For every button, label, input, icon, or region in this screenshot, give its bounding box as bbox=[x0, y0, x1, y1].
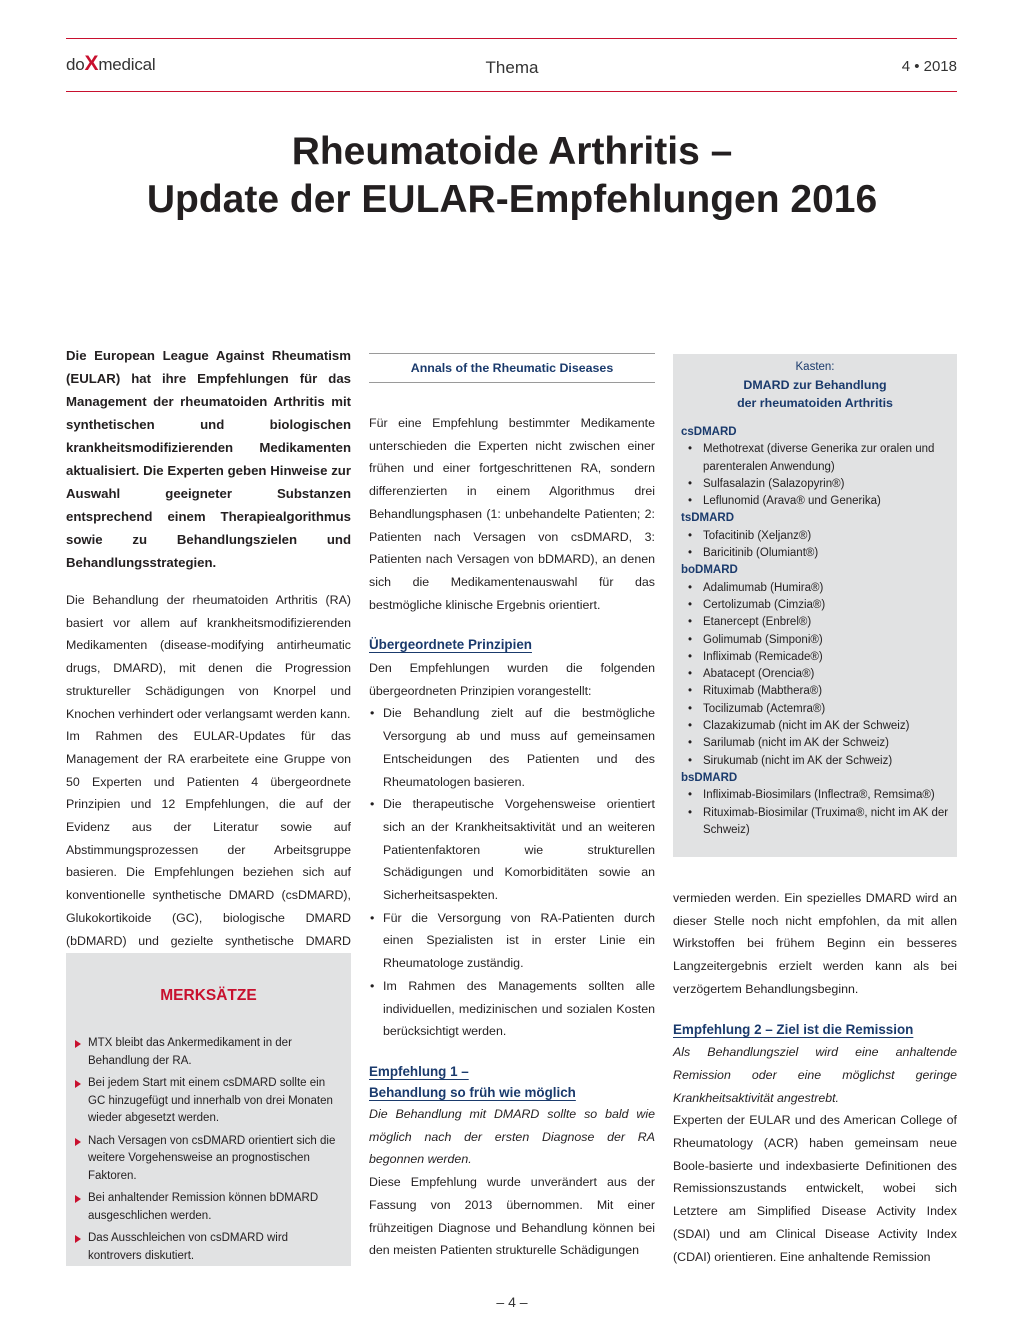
kasten-box bbox=[673, 354, 957, 857]
merksaetze-list bbox=[66, 1023, 351, 1265]
list-item: MTX bleibt das Ankermedikament in der Behandlung der RA. bbox=[74, 1035, 339, 1070]
list-item: • Tofacitinib (Xeljanz®) bbox=[681, 528, 949, 545]
body-paragraph: Für eine Empfehlung bestimmter Medikamente unterschieden die Experten nicht zwischen einer frühen und einer fortgeschrittenen RA, sondern differenzierten in einem Algorithmus drei Behandlungsphasen (1: unbehandelte Patienten; 2: Patienten nach Versagen von csDMARD, 3: Patienten nach Versagen von bDMARD), an denen sich die Medikamentenauswahl für das bestmögliche klinische Ergebnis orientiert. bbox=[369, 416, 655, 612]
principles-list bbox=[369, 702, 655, 1043]
kasten-section-title: csDMARD bbox=[681, 426, 737, 438]
kasten-content bbox=[673, 412, 957, 839]
list-item: • Etanercept (Enbrel®) bbox=[681, 614, 949, 631]
list-item: • Die therapeutische Vorgehensweise orientiert sich an der Krankheitsaktivität und an weiteren Patientenfaktoren wie strukturellen Schädigungen und Komorbiditäten sowie an Sicherheitsaspekten. bbox=[369, 793, 655, 907]
source-label: Annals of the Rheumatic Diseases bbox=[369, 353, 655, 383]
kasten-list bbox=[681, 580, 949, 770]
issue-number: 4 • 2018 bbox=[901, 58, 957, 75]
header-rule-top bbox=[66, 38, 957, 39]
list-item: • Infliximab (Remicade®) bbox=[681, 649, 949, 666]
list-item: • Certolizumab (Cimzia®) bbox=[681, 597, 949, 614]
header-rule-bottom bbox=[66, 91, 957, 92]
page-number: – 4 – bbox=[496, 1294, 528, 1310]
recommendation-text: Die Behandlung mit DMARD sollte so bald wie möglich nach der ersten Diagnose der RA begonnen werden. bbox=[369, 1106, 655, 1167]
list-item: • Tocilizumab (Actemra®) bbox=[681, 701, 949, 718]
kasten-header: Kasten: DMARD zur Behandlung der rheumatoiden Arthritis bbox=[737, 361, 893, 410]
list-item: Das Ausschleichen von csDMARD wird kontrovers diskutiert. bbox=[74, 1230, 339, 1265]
merksaetze-box bbox=[66, 953, 351, 1266]
doxmedical-logo: doXmedical bbox=[66, 52, 156, 75]
list-item: • Für die Versorgung von RA-Patienten durch einen Spezialisten ist in erster Linie ein Rheumatologe zuständig. bbox=[369, 907, 655, 975]
body-paragraph: Experten der EULAR und des American College of Rheumatology (ACR) haben gemeinsam neue Boole-basierte und indexbasierte Definitionen des Remissionszustands entwickelt, wobei sich Letztere am Simplified Disease Activity Index (SDAI) und am Clinical Disease Activity Index (CDAI) orientieren. Eine anhaltende Remission bbox=[673, 1113, 957, 1264]
list-item: Bei jedem Start mit einem csDMARD sollte ein GC hinzugefügt und innerhalb von drei Monaten wieder abgesetzt werden. bbox=[74, 1075, 339, 1128]
list-item: • Sarilumab (nicht im AK der Schweiz) bbox=[681, 735, 949, 752]
section-label: Thema bbox=[485, 58, 539, 77]
list-item: • Rituximab-Biosimilar (Truxima®, nicht im AK der Schweiz) bbox=[681, 805, 949, 840]
list-item: • Golimumab (Simponi®) bbox=[681, 632, 949, 649]
body-paragraph: Im Rahmen des EULAR-Updates für das Management der RA erarbeitete eine Gruppe von 50 Experten und Patienten 4 übergeordnete Prinzipien und 12 Empfehlungen, die auf der Evidenz aus der Literatur sowie auf Abstimmungsprozessen der Arbeitsgruppe basieren. Die Empfehlungen beziehen sich auf konventionelle synthetische DMARD (csDMARD), Glukokortikoide (GC), biologische DMARD (bDMARD) und gezielte synthetische DMARD bbox=[66, 729, 351, 948]
list-item: • Im Rahmen des Managements sollten alle individuellen, medizinischen und sozialen Kosten berücksichtigt werden. bbox=[369, 975, 655, 1043]
list-item: • Rituximab (Mabthera®) bbox=[681, 683, 949, 700]
list-item: • Leflunomid (Arava® und Generika) bbox=[681, 493, 949, 510]
section-heading: Übergeordnete Prinzipien bbox=[369, 637, 532, 653]
kasten-section-title: boDMARD bbox=[681, 564, 738, 577]
kasten-list bbox=[681, 441, 949, 510]
column-3 bbox=[673, 887, 957, 1268]
kasten-section-title: bsDMARD bbox=[681, 771, 738, 784]
kasten-section-title: tsDMARD bbox=[681, 512, 735, 525]
section-heading: Empfehlung 2 – Ziel ist die Remission bbox=[673, 1021, 914, 1037]
list-item: Bei anhaltender Remission können bDMARD ausgeschlichen werden. bbox=[74, 1190, 339, 1225]
kasten-list bbox=[681, 528, 949, 563]
article-title: Rheumatoide Arthritis – Update der EULAR-Empfehlungen 2016 bbox=[146, 130, 878, 221]
merksaetze-title: MERKSÄTZE bbox=[160, 987, 257, 1004]
column-1 bbox=[66, 344, 351, 975]
lead-paragraph: Die European League Against Rheumatism (EULAR) hat ihre Empfehlungen für das Management der rheumatoiden Arthritis mit synthetischen und biologischen krankheitsmodifizierenden Medikamenten aktualisiert. Die Experten geben Hinweise zur Auswahl geeigneter Substanzen entsprechend einem Therapiealgorithmus sowie zu Behandlungszielen und Behandlungsstrategien. bbox=[66, 348, 351, 570]
recommendation-text: Als Behandlungsziel wird eine anhaltende Remission oder eine möglichst geringe Krankheitsaktivität angestrebt. bbox=[673, 1045, 957, 1105]
kasten-list bbox=[681, 787, 949, 839]
body-paragraph: Die Behandlung der rheumatoiden Arthritis (RA) basiert vor allem auf krankheitsmodifizierenden Medikamenten (disease-modifying antirheumatic drugs, DMARD), mit denen die Progression struktureller Schädigungen von Knorpel und Knochen verhindert oder verlangsamt werden kann. bbox=[66, 593, 351, 721]
list-item: • Sulfasalazin (Salazopyrin®) bbox=[681, 476, 949, 493]
list-item: • Clazakizumab (nicht im AK der Schweiz) bbox=[681, 718, 949, 735]
list-item: • Infliximab-Biosimilars (Inflectra®, Remsima®) bbox=[681, 787, 949, 804]
column-2 bbox=[369, 412, 655, 1262]
body-paragraph: Diese Empfehlung wurde unverändert aus der Fassung von 2013 übernommen. Mit einer frühzeitigen Diagnose und Behandlung können bei den meisten Patienten strukturelle Schädigungen bbox=[369, 1175, 655, 1258]
list-item: Nach Versagen von csDMARD orientiert sich die weitere Vorgehensweise an prognostischen Faktoren. bbox=[74, 1133, 339, 1186]
body-paragraph: vermieden werden. Ein spezielles DMARD wird an dieser Stelle noch nicht empfohlen, da mit allen Wirkstoffen bei frühem Beginn ein besseres Langzeitergebnis erzielt werden kann als bei verzögertem Behandlungsbeginn. bbox=[673, 891, 957, 996]
list-item: • Sirukumab (nicht im AK der Schweiz) bbox=[681, 753, 949, 770]
list-item: • Methotrexat (diverse Generika zur oralen und parenteralen Anwendung) bbox=[681, 441, 949, 476]
list-item: • Abatacept (Orencia®) bbox=[681, 666, 949, 683]
body-paragraph: Den Empfehlungen wurden die folgenden übergeordneten Prinzipien vorangestellt: bbox=[369, 661, 655, 698]
list-item: • Adalimumab (Humira®) bbox=[681, 580, 949, 597]
list-item: • Die Behandlung zielt auf die bestmögliche Versorgung ab und muss auf gemeinsamen Entscheidungen des Patienten und des Rheumatologen basieren. bbox=[369, 702, 655, 793]
section-heading: Empfehlung 1 – Behandlung so früh wie möglich bbox=[369, 1063, 576, 1100]
list-item: • Baricitinib (Olumiant®) bbox=[681, 545, 949, 562]
